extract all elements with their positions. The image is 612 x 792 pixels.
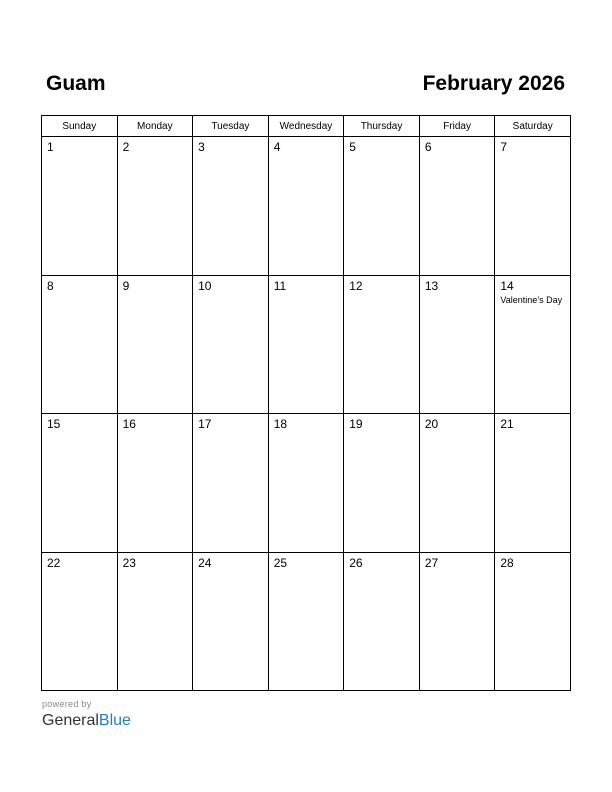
day-cell: [42, 275, 118, 414]
month-year-title: February 2026: [422, 72, 565, 95]
day-number: 22: [47, 555, 61, 570]
day-number: 9: [122, 278, 130, 293]
day-number: 27: [424, 555, 439, 570]
week-row-1: [42, 137, 571, 276]
day-cell: [344, 137, 420, 276]
day-cell: [344, 552, 420, 691]
day-number: 1: [47, 140, 54, 154]
day-number: 26: [349, 555, 363, 570]
brand-blue-text: Blue: [98, 712, 131, 729]
day-number: 11: [273, 278, 287, 293]
day-cell: [42, 414, 118, 553]
day-cell: [193, 552, 269, 691]
calendar-grid: [41, 115, 571, 691]
day-cell: [419, 137, 495, 276]
week-row-2: [42, 275, 571, 414]
day-cell: [117, 275, 193, 414]
day-cell: [268, 137, 344, 276]
day-cell: [268, 552, 344, 691]
day-cell: [495, 275, 571, 414]
day-number: 23: [122, 555, 136, 570]
day-number: 5: [349, 140, 356, 154]
day-cell: [344, 275, 420, 414]
day-number: 2: [122, 140, 130, 154]
generalblue-logo[interactable]: [42, 711, 131, 731]
day-cell: [193, 414, 269, 553]
day-number: 7: [500, 140, 508, 154]
day-cell: [193, 275, 269, 414]
day-cell: [42, 552, 118, 691]
day-number: 28: [500, 555, 514, 570]
day-number: 4: [273, 140, 281, 154]
day-cell: [268, 275, 344, 414]
weekday-header-wednesday: Wednesday: [268, 116, 344, 137]
week-row-4: [42, 552, 571, 691]
day-number: 16: [122, 417, 136, 431]
day-cell: [117, 414, 193, 553]
day-number: 15: [47, 417, 61, 431]
day-number: 24: [198, 555, 212, 570]
day-number: 21: [500, 417, 514, 431]
weekday-header-tuesday: Tuesday: [193, 116, 269, 137]
day-cell: [495, 414, 571, 553]
day-number: 6: [424, 140, 432, 154]
day-cell: [117, 137, 193, 276]
day-cell: [495, 137, 571, 276]
weekday-header-thursday: Thursday: [344, 116, 420, 137]
day-number: 12: [349, 278, 363, 293]
day-cell: [419, 552, 495, 691]
powered-by-text: powered by: [42, 699, 92, 709]
weekday-header-saturday: Saturday: [495, 116, 571, 137]
day-number: 14: [500, 278, 514, 293]
weekday-header-row: [42, 116, 571, 137]
day-cell: [419, 414, 495, 553]
day-cell: [344, 414, 420, 553]
country-title: Guam: [46, 72, 106, 95]
day-number: 25: [273, 555, 288, 570]
day-cell: [268, 414, 344, 553]
weekday-header-monday: Monday: [117, 116, 193, 137]
day-number: 10: [198, 278, 212, 293]
day-number: 8: [47, 278, 54, 293]
day-cell: [193, 137, 269, 276]
day-number: 20: [424, 417, 439, 431]
footer-branding: [42, 698, 131, 731]
day-number: 19: [349, 417, 363, 431]
weekday-header-sunday: Sunday: [42, 116, 118, 137]
day-number: 13: [424, 278, 439, 293]
day-number: 18: [273, 417, 288, 431]
day-number: 17: [198, 417, 212, 431]
day-number: 3: [198, 140, 205, 154]
day-cell: [419, 275, 495, 414]
day-cell: [117, 552, 193, 691]
weekday-header-friday: Friday: [419, 116, 495, 137]
brand-general-text: General: [42, 712, 99, 729]
day-cell: [495, 552, 571, 691]
week-row-3: [42, 414, 571, 553]
holiday-label: Valentine’s Day: [500, 294, 563, 305]
day-cell: [42, 137, 118, 276]
